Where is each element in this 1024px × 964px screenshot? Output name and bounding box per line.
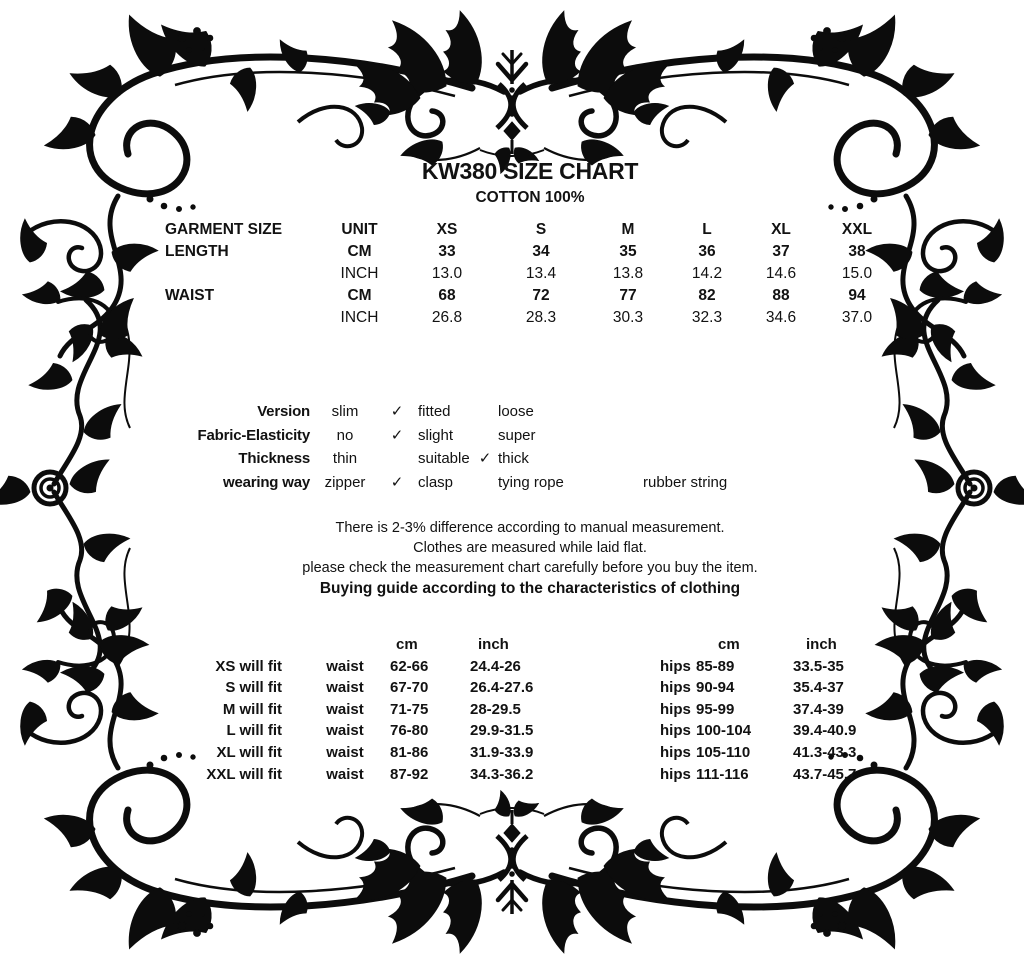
option: thin: [332, 450, 358, 468]
col-header-s: S: [535, 221, 547, 238]
option: tying rope: [498, 474, 564, 492]
inch-range: 35.4-37: [793, 679, 844, 697]
page-title: KW380 SIZE CHART: [421, 158, 639, 184]
col-header-m: M: [621, 221, 635, 238]
cell-value: 30.3: [612, 309, 644, 326]
col-header-xl: XL: [771, 221, 791, 238]
inch-range: 34.3-36.2: [470, 765, 534, 783]
col-header-cm: cm: [718, 636, 740, 653]
row-label: [165, 307, 320, 329]
cm-range: 87-92: [390, 765, 429, 783]
row-unit: INCH: [340, 309, 379, 326]
option: [643, 447, 863, 471]
row-unit: INCH: [340, 265, 379, 282]
body-part: waist: [326, 743, 364, 761]
cell-value: 13.0: [431, 265, 463, 282]
cell-value: 33: [438, 243, 456, 260]
cell-value: 14.2: [691, 265, 723, 282]
cm-range: 76-80: [390, 722, 429, 740]
cell-value: 32.3: [691, 309, 723, 326]
cell-value: 94: [848, 287, 866, 304]
option: [643, 424, 863, 448]
option: zipper: [324, 474, 366, 492]
garment-size-table: [165, 219, 897, 329]
cm-range: 67-70: [390, 679, 429, 697]
inch-range: 41.3-43.3: [793, 743, 857, 761]
col-header-garment-size: GARMENT SIZE: [165, 221, 283, 238]
col-header-inch: inch: [478, 636, 509, 653]
fit-guide-table: [165, 634, 900, 785]
characteristics-list: [165, 400, 863, 495]
body-part: hips: [660, 657, 691, 675]
fit-size-label: XS will fit: [215, 657, 282, 675]
checkmark: ✓: [390, 426, 404, 444]
cell-value: 28.3: [525, 309, 557, 326]
cell-value: 88: [772, 287, 790, 304]
checkmark: ✓: [478, 450, 492, 468]
cm-range: 95-99: [696, 700, 735, 718]
option: slim: [331, 403, 359, 420]
inch-range: 43.7-45.7: [793, 765, 857, 783]
option: fitted: [418, 403, 451, 420]
cell-value: 72: [532, 287, 550, 304]
cell-value: 77: [619, 287, 637, 304]
row-label: LENGTH: [165, 243, 229, 260]
option: suitable ✓: [418, 450, 492, 468]
body-part: hips: [660, 679, 691, 697]
cm-range: 100-104: [696, 722, 752, 740]
buying-guide-heading: Buying guide according to the characteristics of clothing: [319, 580, 741, 597]
option: super: [498, 426, 536, 444]
inch-range: 29.9-31.5: [470, 722, 534, 740]
row-label: WAIST: [165, 287, 215, 304]
cell-value: 13.8: [612, 265, 644, 282]
option: clasp: [418, 474, 454, 492]
characteristic-label: wearing way: [222, 474, 310, 492]
body-part: hips: [660, 700, 691, 718]
body-part: hips: [660, 722, 691, 740]
inch-range: 24.4-26: [470, 657, 521, 675]
col-header-inch: inch: [806, 636, 837, 653]
col-header-l: L: [702, 221, 712, 238]
inch-range: 37.4-39: [793, 700, 844, 718]
body-part: hips: [660, 743, 691, 761]
body-part: waist: [326, 700, 364, 718]
row-label: [165, 263, 320, 285]
inch-range: 33.5-35: [793, 657, 844, 675]
cell-value: 82: [698, 287, 716, 304]
cell-value: 14.6: [765, 265, 797, 282]
option: slight: [418, 426, 454, 444]
row-unit: CM: [347, 243, 372, 260]
cell-value: 35: [619, 243, 637, 260]
body-part: waist: [326, 722, 364, 740]
fit-size-label: XL will fit: [216, 743, 282, 761]
cm-range: 90-94: [696, 679, 735, 697]
inch-range: 28-29.5: [470, 700, 521, 718]
cell-value: 26.8: [431, 309, 463, 326]
body-part: waist: [326, 765, 364, 783]
cm-range: 81-86: [390, 743, 429, 761]
body-part: hips: [660, 765, 691, 783]
inch-range: 31.9-33.9: [470, 743, 534, 761]
note-line: There is 2-3% difference according to manual measurement.: [335, 520, 725, 536]
cm-range: 71-75: [390, 700, 429, 718]
cell-value: 38: [848, 243, 866, 260]
option: loose: [498, 403, 534, 420]
col-header-xxl: XXL: [841, 221, 873, 238]
option: no: [336, 426, 354, 444]
body-part: waist: [326, 657, 364, 675]
note-line: Clothes are measured while laid flat.: [413, 540, 647, 556]
option: rubber string: [643, 474, 728, 492]
characteristic-label: Version: [257, 403, 310, 420]
fit-size-label: M will fit: [222, 700, 282, 718]
characteristic-label: Thickness: [238, 450, 310, 468]
option: [643, 400, 863, 424]
fit-size-label: L will fit: [226, 722, 282, 740]
inch-range: 39.4-40.9: [793, 722, 857, 740]
col-header-xs: XS: [436, 221, 458, 238]
checkmark: ✓: [390, 403, 404, 420]
fit-size-label: S will fit: [225, 679, 282, 697]
col-header-cm: cm: [396, 636, 418, 653]
option: thick: [498, 450, 529, 468]
cm-range: 62-66: [390, 657, 429, 675]
body-part: waist: [326, 679, 364, 697]
cm-range: 111-116: [696, 765, 749, 783]
checkmark: [380, 447, 414, 471]
characteristic-label: Fabric-Elasticity: [197, 426, 310, 444]
fit-size-label: XXL will fit: [206, 765, 282, 783]
cm-range: 85-89: [696, 657, 735, 675]
note-line: please check the measurement chart carefully before you buy the item.: [302, 560, 758, 576]
chart-content: [36, 0, 1024, 964]
col-header-unit: UNIT: [341, 221, 378, 238]
cell-value: 37: [772, 243, 790, 260]
cell-value: 13.4: [525, 265, 557, 282]
checkmark: ✓: [390, 474, 404, 492]
inch-range: 26.4-27.6: [470, 679, 534, 697]
cell-value: 37.0: [841, 309, 873, 326]
cell-value: 15.0: [841, 265, 873, 282]
cell-value: 34: [532, 243, 550, 260]
row-unit: CM: [347, 287, 372, 304]
cell-value: 36: [698, 243, 716, 260]
cell-value: 68: [438, 287, 456, 304]
cell-value: 34.6: [765, 309, 797, 326]
measurement-notes: [36, 518, 1024, 600]
cm-range: 105-110: [696, 743, 751, 761]
fabric-subtitle: COTTON 100%: [475, 189, 585, 206]
